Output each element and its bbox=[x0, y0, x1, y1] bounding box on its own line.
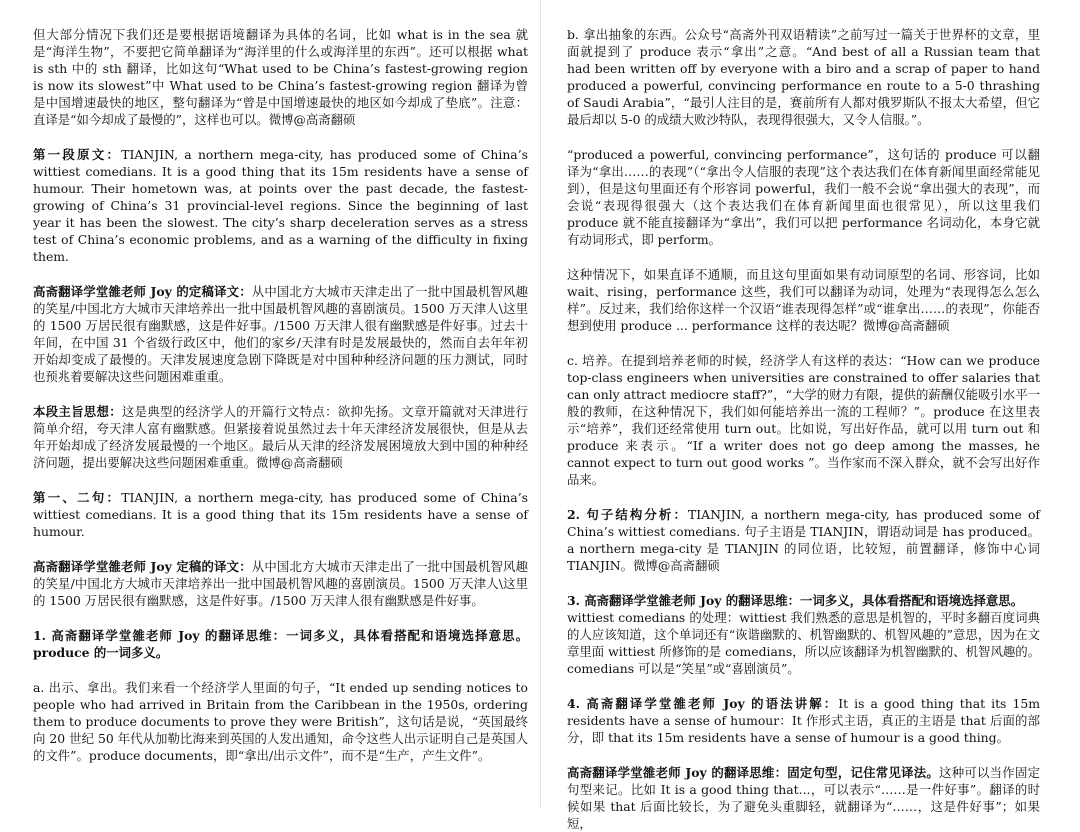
fixed-pattern-label: 高斋翻译学堂雒老师 Joy 的翻译思维：固定句型，记住常见译法。 bbox=[567, 765, 939, 780]
right-page bbox=[540, 0, 1080, 809]
sentences-label: 第一、二句： bbox=[33, 490, 121, 505]
final-translation-label: 高斋翻译学堂雒老师 Joy 的定稿译文： bbox=[33, 284, 252, 299]
paragraph-grammar bbox=[567, 695, 1040, 746]
final-translation-body: 从中国北方大城市天津走出了一批中国最机智风趣的笑星/中国北方大城市天津培养出一批中国最机智风趣的喜剧演员。1500 万天津人\这里的 1500 万居民很有幽默感，这是件好事。/1500 万天津人很有幽默感是件好事。过去十年间，在中国 31 个省级行政区中，他们的家乡/天津有时是发展最快的，然而自去年年初开始却变成了最慢的。天津发展速度急剧下降既是对中国种种经济问题的压力测试，同时也预兆着要解决这些问题困难重重。 bbox=[33, 284, 528, 384]
sentences-translation-body: 从中国北方大城市天津走出了一批中国最机智风趣的笑星/中国北方大城市天津培养出一批中国最机智风趣的喜剧演员。1500 万天津人\这里的 1500 万居民很有幽默感，这是件好事。/1500 万天津人很有幽默感是件好事。 bbox=[33, 559, 528, 608]
paragraph-what-translation: 但大部分情况下我们还是要根据语境翻译为具体的名词，比如 what is in the sea 就是“海洋生物”，不要把它简单翻译为“海洋里的什么或海洋里的东西”。还可以根据 what is sth 中的 sth 翻译，比如这句“What used to be China’s fastest-growing region is now its slowest”中 What used to be China’s fastest-growing region 翻译为曾是中国增速最快的地区，整句翻译为“曾是中国增速最快的地区如今却成了垫底”。注意：直译是“如今却成了最慢的”，这样也可以。微博@高斋翻硕 bbox=[33, 26, 528, 128]
structure-label: 2. 句子结构分析： bbox=[567, 507, 688, 522]
main-idea-body: 这是典型的经济学人的开篇行文特点：欲抑先扬。文章开篇就对天津进行简单介绍，夸天津人富有幽默感。但紧接着说虽然过去十年天津经济发展很快，但是从去年开始却成了经济发展最慢的一个地区。最后从天津的经济发展困境放大到中国的种种经济问题，提出要解决这些问题困难重重。微博@高斋翻硕 bbox=[33, 404, 528, 470]
paragraph-performance: “produced a powerful, convincing performance”，这句话的 produce 可以翻译为“拿出……的表现”（“拿出令人信服的表现”这个表达我们在体育新闻里面经常能见到），但是这句里面还有个形容词 powerful，我们一般不会说“拿出强大的表现”，而会说“表现得很强大（这个表达我们在体育新闻里面也很常见），所以这里我们 produce 就不能直接翻译为“拿出”，我们可以把 performance 名词动化，本身它就有动词形式，即 perform。 bbox=[567, 146, 1040, 248]
left-page bbox=[0, 0, 540, 809]
paragraph-structure-analysis bbox=[567, 506, 1040, 574]
original-text-label: 第一段原文： bbox=[33, 147, 121, 162]
paragraph-sentences-1-2 bbox=[33, 489, 528, 540]
paragraph-produce-c: c. 培养。在提到培养老师的时候，经济学人有这样的表达：“How can we produce top-class engineers when universities are constrained to offer salaries that can only attract mediocre staff?”，“大学的财力有限，提供的薪酬仅能吸引水平一般的教师，在这种情况下，我们如何能培养出一流的工程师？”。produce 在这里表示“培养”，我们还经常使用 turn out。比如说，写出好作品，就可以用 turn out 和 produce 来表示。“If a writer does not go deep among the masses, he cannot expect to turn out good works ”。当作家而不深入群众，就不会写出好作品来。 bbox=[567, 352, 1040, 488]
structure-body: TIANJIN, a northern mega-city, has produced some of China’s wittiest comedians. 句子主语是 TIANJIN，谓语动词是 has produced。a northern mega-city 是 TIANJIN 的同位语，比较短，前置翻译，修饰中心词 TIANJIN。微博@高斋翻硕 bbox=[567, 507, 1040, 573]
sentences-translation-label: 高斋翻译学堂雒老师 Joy 定稿的译文： bbox=[33, 559, 252, 574]
paragraph-final-translation bbox=[33, 283, 528, 385]
fixed-pattern-body: 这种可以当作固定句型来记。比如 It is a good thing that...，可以表示“……是一件好事”。翻译的时候如果 that 后面比较长，为了避免头重脚轻，就翻译为“……，这是件好事”；如果短， bbox=[567, 765, 1040, 831]
sentences-body: TIANJIN, a northern mega-city, has produced some of China’s wittiest comedians. It is a good thing that its 15m residents have a sense of humour. bbox=[33, 490, 528, 539]
paragraph-main-idea bbox=[33, 403, 528, 471]
wittiest-heading: 3. 高斋翻译学堂雒老师 Joy 的翻译思维：一词多义，具体看搭配和语境选择意思。 bbox=[567, 593, 1023, 608]
paragraph-wittiest bbox=[567, 592, 1040, 677]
grammar-body: It is a good thing that its 15m residents have a sense of humour：It 作形式主语，真正的主语是 that 后面的部分，即 that its 15m residents have a sense of humour is a good thing。 bbox=[567, 696, 1040, 745]
paragraph-sentences-translation bbox=[33, 558, 528, 609]
paragraph-produce-b: b. 拿出抽象的东西。公众号“高斋外刊双语精读”之前写过一篇关于世界杯的文章，里面就提到了 produce 表示“拿出”之意。“And best of all a Russian team that had been written off by everyone with a biro and a scrap of paper to hand produced a powerful, convincing performance en route to a 5-0 thrashing of Saudi Arabia”，“最引人注目的是，赛前所有人都对俄罗斯队不报太大希望，但它最后却以 5-0 的成绩大败沙特队，表现得很强大，又令人信服。”。 bbox=[567, 26, 1040, 128]
wittiest-body: wittiest comedians 的处理：wittiest 我们熟悉的意思是机智的，平时多翻百度词典的人应该知道，这个单词还有“诙谐幽默的、机智幽默的、机智风趣的”意思，因为在文章里面 wittiest 所修饰的是 comedians，所以应该翻译为机智幽默的、机智风趣的。comedians 可以是“笑星”或“喜剧演员”。 bbox=[567, 610, 1040, 676]
paragraph-produce-a: a. 出示、拿出。我们来看一个经济学人里面的句子，“It ended up sending notices to people who had arrived in Britain from the Caribbean in the 1950s, ordering them to produce documents to prove they were British”，这句话是说，“英国最终向 20 世纪 50 年代从加勒比海来到英国的人发出通知，命令这些人出示证明自己是英国人的文件”。produce documents，即“拿出/出示文件”，而不是“生产，产生文件”。 bbox=[33, 679, 528, 764]
main-idea-label: 本段主旨思想： bbox=[33, 404, 122, 419]
paragraph-original-text bbox=[33, 146, 528, 265]
paragraph-fixed-pattern bbox=[567, 764, 1040, 832]
paragraph-literal-translation: 这种情况下，如果直译不通顺，而且这句里面如果有动词原型的名词、形容词，比如 wait、rising，performance 这些，我们可以翻译为动词，处理为“表现得怎么怎么样”。反过来，我们给你这样一个汉语“谁表现得怎样”或“谁拿出……的表现”，你能否想到使用 produce ... performance 这样的表达呢？微博@高斋翻硕 bbox=[567, 266, 1040, 334]
grammar-label: 4. 高斋翻译学堂雒老师 Joy 的语法讲解： bbox=[567, 696, 838, 711]
original-text-body: TIANJIN, a northern mega-city, has produced some of China’s wittiest comedians. It is a good thing that its 15m residents have a sense of humour. Their hometown was, at points over the past decade, the fastest-growing of China’s 31 provincial-level regions. Since the beginning of last year it has been the slowest. The city’s sharp deceleration serves as a stress test of China’s economic problems, and as a warning of the difficulty in fixing them. bbox=[33, 147, 528, 264]
heading-polysemy: 1. 高斋翻译学堂雒老师 Joy 的翻译思维：一词多义，具体看搭配和语境选择意思。produce 的一词多义。 bbox=[33, 627, 528, 661]
